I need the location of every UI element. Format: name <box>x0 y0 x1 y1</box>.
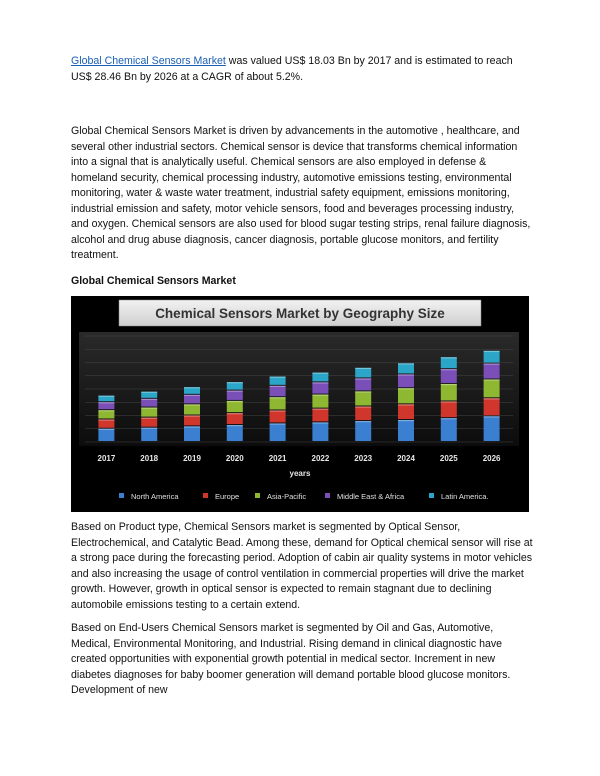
x-tick-label: 2022 <box>311 454 330 463</box>
chart-canvas <box>71 296 529 512</box>
bar-highlight <box>355 391 371 392</box>
bar-segment <box>355 368 371 378</box>
bar-segment <box>184 416 200 426</box>
bar-highlight <box>398 388 414 389</box>
legend-swatch <box>325 493 330 498</box>
bar-highlight <box>184 426 200 427</box>
bar-highlight <box>312 409 328 410</box>
bar-highlight <box>227 382 243 383</box>
bar-highlight <box>227 413 243 414</box>
bar-highlight <box>184 387 200 388</box>
intro-paragraph <box>71 54 533 85</box>
bar-highlight <box>398 374 414 375</box>
bar-segment <box>312 409 328 422</box>
bar-segment <box>312 395 328 408</box>
x-tick-label: 2018 <box>140 454 159 463</box>
bar-highlight <box>355 378 371 379</box>
bar-highlight <box>441 384 457 385</box>
bar-highlight <box>227 391 243 392</box>
bar-highlight <box>270 386 286 387</box>
bar-highlight <box>184 416 200 417</box>
bar-highlight <box>398 420 414 421</box>
bar-segment <box>398 404 414 419</box>
legend-swatch <box>119 493 124 498</box>
bar-segment <box>270 423 286 441</box>
bar-segment <box>184 426 200 441</box>
bar-segment <box>355 391 371 405</box>
bar-highlight <box>441 357 457 358</box>
intro-text: was valued US$ 18.03 Bn by 2017 and is estimated to reach US$ 28.46 Bn by 2026 at a CAGR of about 5.2%. <box>71 55 513 83</box>
bar-highlight <box>355 421 371 422</box>
bar-highlight <box>270 397 286 398</box>
x-tick-label: 2026 <box>482 454 501 463</box>
bar-highlight <box>398 363 414 364</box>
bar-highlight <box>484 379 500 380</box>
bar-segment <box>184 395 200 404</box>
bar-highlight <box>98 402 114 403</box>
bar-highlight <box>312 395 328 396</box>
x-axis-label: years <box>289 469 311 478</box>
bar-segment <box>484 379 500 397</box>
bar-segment <box>141 418 157 427</box>
bar-highlight <box>98 429 114 430</box>
bar-segment <box>398 388 414 403</box>
x-tick-label: 2019 <box>183 454 201 463</box>
bar-highlight <box>398 404 414 405</box>
bar-segment <box>355 378 371 390</box>
bar-segment <box>227 425 243 441</box>
legend-swatch <box>203 493 208 498</box>
bar-highlight <box>98 419 114 420</box>
bar-segment <box>355 421 371 441</box>
chart-title: Chemical Sensors Market by Geography Size <box>155 306 445 321</box>
bar-segment <box>227 413 243 424</box>
bar-segment <box>355 406 371 420</box>
bar-highlight <box>184 395 200 396</box>
bar-highlight <box>184 404 200 405</box>
bar-segment <box>441 384 457 400</box>
bar-segment <box>484 398 500 415</box>
endusers-paragraph: Based on End-Users Chemical Sensors market is segmented by Oil and Gas, Automotive, Medical, Environmental Monitoring, and Industrial. Rising demand in clinical diagnostic have created opportunities with exponential growth potential in medical sector. Increment in new diabetes diagnoses for baby boomer generation will demand portable blood glucose monitors. Development of new <box>71 622 511 696</box>
bar-highlight <box>355 368 371 369</box>
legend-swatch <box>255 493 260 498</box>
bar-segment <box>441 418 457 441</box>
bar-highlight <box>270 410 286 411</box>
bar-segment <box>312 382 328 393</box>
bar-segment <box>184 404 200 414</box>
bar-segment <box>98 419 114 427</box>
bar-segment <box>398 363 414 373</box>
bar-segment <box>484 416 500 441</box>
bar-segment <box>441 369 457 383</box>
bar-segment <box>270 397 286 409</box>
bar-highlight <box>141 408 157 409</box>
x-tick-label: 2025 <box>439 454 458 463</box>
bar-highlight <box>484 351 500 352</box>
bar-segment <box>98 429 114 441</box>
bar-highlight <box>441 418 457 419</box>
bar-highlight <box>270 423 286 424</box>
bar-highlight <box>270 377 286 378</box>
x-tick-label: 2024 <box>397 454 415 463</box>
bar-highlight <box>484 364 500 365</box>
bar-segment <box>141 408 157 417</box>
bar-highlight <box>484 416 500 417</box>
bar-highlight <box>227 401 243 402</box>
legend-label: Asia-Pacific <box>267 492 307 501</box>
legend-label: Europe <box>215 492 240 501</box>
legend-label: North America <box>131 492 179 501</box>
x-tick-label: 2020 <box>225 454 244 463</box>
bar-segment <box>398 374 414 387</box>
drivers-paragraph: Global Chemical Sensors Market is driven by advancements in the automotive , healthcare, and several other industrial sectors. Chemical sensor is device that transforms chemical information into a signal that is analytically useful. Chemical sensors are also employed in defense & homeland security, chemical processing industry, automotive emissions testing, environmental monitoring, water & waste water treatment, industrial safety equipment, emissions monitoring, industrial emission and safety, motor vehicle sensors, food and beverages processing industry, and oxygen. Chemical sensors are also used for blood sugar testing strips, renal failure diagnosis, alcohol and drug abuse diagnosis, cancer diagnosis, portable glucose monitors, and fertility treatment. <box>71 125 531 261</box>
bar-segment <box>441 357 457 368</box>
x-tick-labels <box>98 454 502 463</box>
legend-swatch <box>429 493 434 498</box>
bar-segment <box>270 377 286 385</box>
x-tick-label: 2021 <box>268 454 287 463</box>
bar-segment <box>227 401 243 412</box>
bar-highlight <box>484 398 500 399</box>
bar-segment <box>484 351 500 363</box>
bar-highlight <box>441 401 457 402</box>
bar-highlight <box>98 396 114 397</box>
bar-highlight <box>312 373 328 374</box>
bar-segment <box>141 428 157 441</box>
legend-label: Middle East & Africa <box>337 492 405 501</box>
section-heading: Global Chemical Sensors Market <box>71 275 236 287</box>
bar-highlight <box>141 399 157 400</box>
bar-highlight <box>312 422 328 423</box>
bar-highlight <box>355 406 371 407</box>
bar-segment <box>312 373 328 382</box>
bar-segment <box>98 410 114 418</box>
x-tick-label: 2023 <box>354 454 373 463</box>
bar-segment <box>312 422 328 441</box>
bar-segment <box>398 420 414 441</box>
bar-highlight <box>98 410 114 411</box>
bar-segment <box>484 364 500 379</box>
bar-highlight <box>141 418 157 419</box>
bar-segment <box>270 386 286 396</box>
bar-highlight <box>312 382 328 383</box>
bar-highlight <box>227 425 243 426</box>
bar-highlight <box>441 369 457 370</box>
x-tick-label: 2017 <box>97 454 116 463</box>
bar-highlight <box>141 428 157 429</box>
market-report-link[interactable]: Global Chemical Sensors Market <box>71 55 226 67</box>
legend <box>119 492 489 501</box>
product-paragraph: Based on Product type, Chemical Sensors market is segmented by Optical Sensor, Electrochemical, and Catalytic Bead. Among these, demand for Optical chemical sensor will rise at a strong pace during the forecasting period. Adoption of cabin air quality systems in motor vehicles and also increasing the usage of control ventilation in commercial properties will drive the market growth. However, growth in optical sensor is expected to remain stagnant due to declining automobile emissions testing to a certain extend. <box>71 521 533 611</box>
bar-segment <box>227 391 243 400</box>
bar-highlight <box>141 392 157 393</box>
bar-segment <box>270 410 286 422</box>
geography-chart <box>71 296 529 512</box>
legend-label: Latin America. <box>441 492 489 501</box>
bar-segment <box>441 401 457 417</box>
